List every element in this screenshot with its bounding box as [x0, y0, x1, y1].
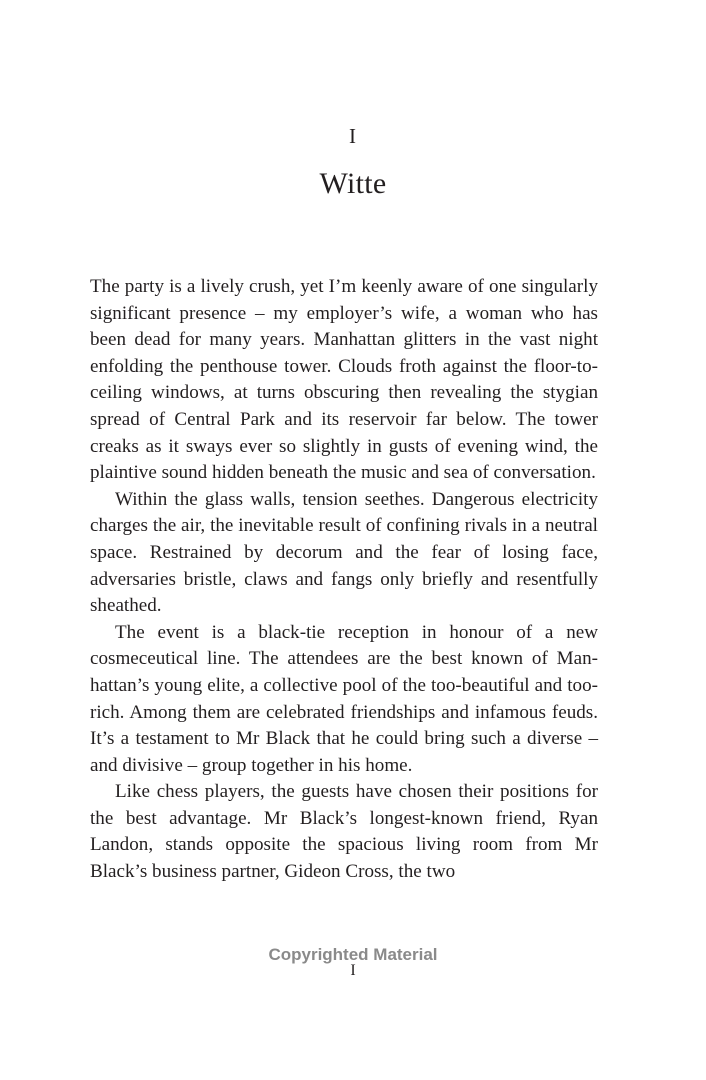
paragraph: The event is a black-tie reception in honour of a new cosmeceutical line. The attendees are the best known of Manhattan’s young elite, a collective pool of the too-beautiful and too-rich. Among them are celebrated friendships and infamous feuds. It’s a testament to Mr Black that he could bring such a diverse – and divisive – group together in his home. [90, 621, 598, 776]
copyright-watermark: Copyrighted Material [268, 945, 438, 964]
paragraph: Like chess players, the guests have chosen their positions for the best advantage. Mr Black’s longest-known friend, Ryan Landon, stands opposite the spacious living room from Mr Black’s business partner, Gideon Cross, the two [90, 781, 598, 883]
chapter-number: I [349, 124, 357, 148]
page-number: I [350, 962, 356, 979]
chapter-title: Witte [319, 167, 387, 200]
paragraph: The party is a lively crush, yet I’m keenly aware of one singularly significant presence – my employer’s wife, a woman who has been dead for many years. Manhattan glitters in the vast night enfolding the penthouse tower. Clouds froth against the floor-to-ceiling windows, at turns obscuring then revealing the stygian spread of Central Park and its reservoir far below. The tower creaks as it sways ever so slightly in gusts of evening wind, the plaintive sound hidden beneath the music and sea of conversation. [90, 276, 598, 484]
paragraph: Within the glass walls, tension seethes. Dangerous electricity charges the air, the inevitable result of confining rivals in a neutral space. Restrained by decorum and the fear of losing face, adversaries bristle, claws and fangs only briefly and resentfully sheathed. [90, 488, 598, 617]
chapter-body [90, 274, 598, 886]
